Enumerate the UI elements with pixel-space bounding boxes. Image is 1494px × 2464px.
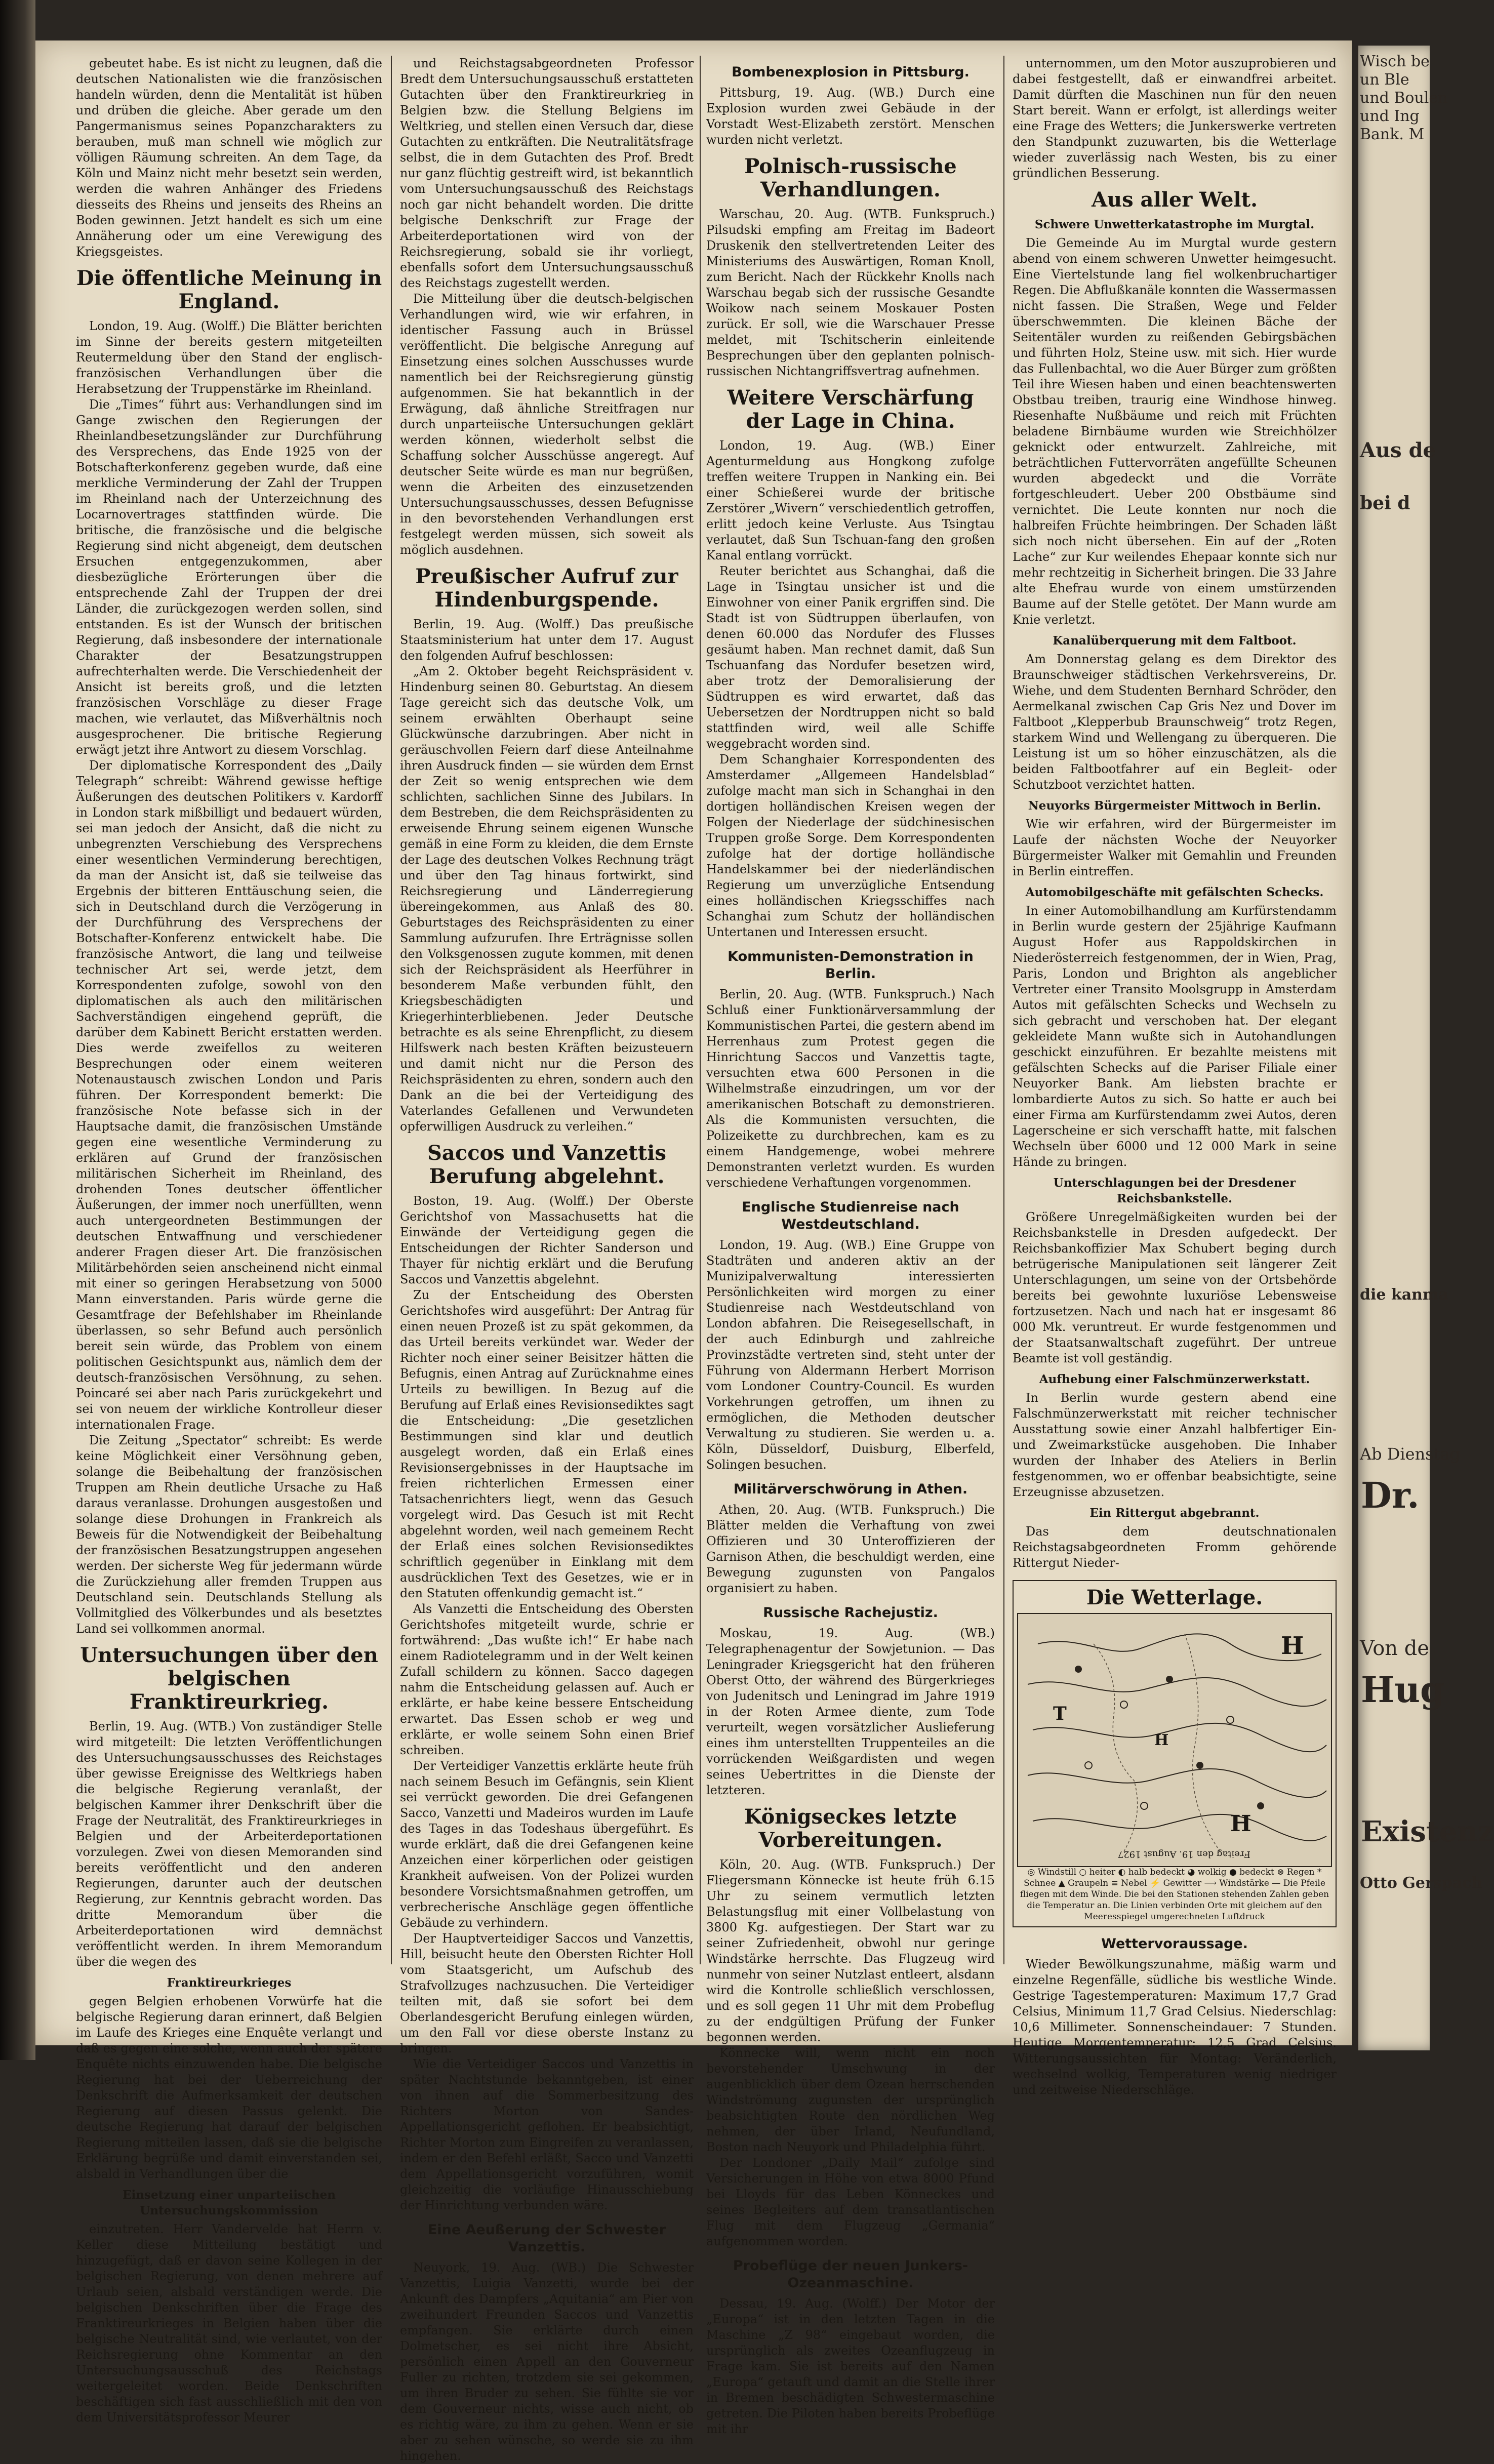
paragraph: Die Zeitung „Spectator“ schreibt: Es werde keine Möglichkeit einer Versöhnung geben, solange die Beibehaltung der französischen Truppen am Rhein deutliche Ursache zu Haß daraus veranlasse. Drohungen ausgestoßen und solange diese Drohungen in Frankreich als Beweis für die Notwendigkeit der Beibehaltung der französischen Besatzungstruppen angesehen werden. Der sicherste Weg für jedermann würde die Zurückziehung aller fremden Truppen aus Deutschland sein. Deutschlands Stellung als Vollmitglied des Völkerbundes und als besetztes Land sei vollkommen anormal. [76,1433,382,1636]
fragment-ad: Hug [1361,1669,1445,1711]
paragraph: Könnecke will, wenn nicht ein noch bevorstehender Umschwung in der augenblicklich über dem Ozean herrschenden Windströmung zugunsten der ursprünglich beabsichtigten Route den nördlichen Weg nehmen, der über Irland, Neufundland, Boston nach Neuyork und Philadelphia führt. [706,2046,995,2154]
headline-communist-demonstration: Kommunisten-Demonstration in Berlin. [728,949,974,982]
fragment-ad: Existenz [1361,1815,1494,1848]
column-3 [706,56,995,2436]
adjacent-page-fragment [1357,46,1494,2050]
paragraph: Wie die Verteidiger Saccos und Vanzettis in später Nachtstunde bekanntgeben, ist einer von ihnen auf die Sommerbesitzung des Richters Morton von Sandes-Appellationsgericht geflohen. Er beabsichtigt, Richter Morton zum Eingreifen zu veranlassen, indem er den Befehl erläßt, Sacco und Vanzetti dem Appellationsgericht vorzuführen, womit gleichzeitig die vorläufige Hinausschiebung der Hinrichtung verbunden wäre. [400,2057,694,2212]
paragraph: In einer Automobilhandlung am Kurfürstendamm in Berlin wurde gestern der 25jährige Kaufmann August Hofer aus Rappoldskirchen in Niederösterreich festgenommen, der in Wien, Prag, Paris, London und Brighton als angeblicher Vertreter einer Transito Moolsgrupp in Amsterdam Autos mit gefälschten Schecks und Wechseln zu sich gebracht und verschoben hat. Der elegant gekleidete Mann wußte sich in Autohandlungen geschickt einzuführen. Er bezahlte meistens mit gefälschten Schecks auf die Pariser Filiale einer Neuyorker Bank. Am liebsten brachte er lombardierte Autos zu sich. So hatte er auch bei einer Firma am Kurfürstendamm zwei Autos, deren Lagerscheine er sich verschafft hatte, mit falschen Wechseln über 6000 und 12 000 Mark in seine Hände zu bringen. [1013,904,1337,1169]
paragraph: Köln, 20. Aug. (WTB. Funkspruch.) Der Fliegersmann Könnecke ist heute früh 6.15 Uhr zu seinem vermutlich letzten Belastungsflug mit einer Vollbelastung von 3800 Kg. aufgestiegen. Der Start war zu seiner Zufriedenheit, obwohl nur geringe Windstärke herrschte. Das Flugzeug wird nunmehr von seiner Nutzlast entleert, alsdann wird die Kontrolle schließlich verschlossen, und es soll gegen 11 Uhr mit dem Probeflug zu der endgültigen Prüfung der Funker begonnen werden. [706,1857,995,2044]
headline-public-opinion-england: Die öffentliche Meinung in England. [76,266,382,313]
paragraph: Reuter berichtet aus Schanghai, daß die Lage in Tsingtau unsicher ist und die Einwohner von einer Panik ergriffen sind. Die Stadt ist von Südtruppen überlaufen, von denen 60.000 das Nordufer des Flusses gesäumt haben. Man rechnet damit, daß Sun Tschuanfang das Nordufer besetzen wird, aber trotz der Demoralisierung der Südtruppen es wird erwartet, daß das Uebersetzen der Nordtruppen nicht so bald stattfinden wird, weil alle Schiffe weggebracht worden sind. [706,564,995,751]
paragraph: Athen, 20. Aug. (WTB. Funkspruch.) Die Blätter melden die Verhaftung von zwei Offizieren und 30 Unteroffizieren der Garnison Athen, die beschuldigt werden, eine Bewegung zugunsten von Pangalos organisiert zu haben. [706,1503,995,1595]
paragraph: London, 19. Aug. (WB.) Einer Agenturmeldung aus Hongkong zufolge treffen weitere Truppen in Nanking ein. Bei einer Schießerei wurde der britische Zerstörer „Wivern“ verschiedentlich getroffen, erlitt jedoch keine Verluste. Aus Tsingtau verlautet, daß Sun Tschuan-fang den großen Kanal entlang vorrückt. [706,438,995,562]
headline-vanzetti-sister: Eine Aeußerung der Schwester Vanzettis. [427,2222,666,2255]
fragment-ad: Dr. [1361,1474,1420,1516]
book-binding [0,0,35,2060]
paragraph: Wieder Bewölkungszunahme, mäßig warm und einzelne Regenfälle, südliche bis westliche Winde. Gestrige Tagestemperaturen: Maximum 17,7 Grad Celsius, Minimum 11,7 Grad Celsius. Niederschlag: 10,6 Millimeter. Sonnenscheindauer: 7 Stunden. Heutige Morgentemperatur: 12,5 Grad Celsius. Witterungsaussichten für Montag: Veränderlich, wechselnd wolkig, Temperaturen wenig niedriger und zeitweise Niederschläge. [1013,1957,1337,2097]
headline-polish-russian-talks: Polnisch-russische Verhandlungen. [744,154,957,201]
paragraph: Der Londoner „Daily Mail“ zufolge sind Versicherungen in Höhe von etwa 8000 Pfund bei Lloyds für das Leben Könneckes und seines Begleiters auf dem transatlantischen Flug mit dem Flugzeug „Germania“ aufgenommen worden. [706,2156,995,2248]
fragment-heading: bei d [1360,493,1410,514]
weather-title: Die Wetterlage. [1086,1586,1263,1609]
paragraph: einzutreten. Herr Vandervelde hat Herrn v. Keller diese Mitteilung bestätigt und hinzugefügt, daß er davon seine Kollegen in der belgischen Regierung, von denen mehrere auf Urlaub seien, alsbald verständigen werde. Die belgischen Denkschriften über die Frage des Franktireurkrieges in Belgien haben über die belgische Neutralität sind, wie verlautet, von der Reichsregierung ohne Kommentar an den Untersuchungsausschuß des Reichstags weitergeleitet worden. Beide Denkschriften beschäftigen sich fast ausschließlich mit den von dem Universitätsprofessor Meurer [76,2222,382,2425]
fragment-ad: Otto Gerspach [1360,1874,1483,1892]
subheading: Kanalüberquerung mit dem Faltboot. [1053,634,1297,648]
column-2 [400,56,694,2463]
paragraph: Die „Times“ führt aus: Verhandlungen sind im Gange zwischen den Regierungen der Rheinlandbesetzungsländer zur Durchführung des Versprechens, das Ende 1925 von der Botschafterkonferenz gegeben wurde, daß eine merkliche Verminderung der Zahl der Truppen im Rheinland nach der Unterzeichnung des Locarnovertrages stattfinden würde. Die britische, die französische und die belgische Regierung sind nicht abgeneigt, dem deutschen Ersuchen entgegenzukommen, aber diesbezügliche Erörterungen über die entsprechende Zahl der Truppen der drei Länder, die zurückgezogen werden sollen, sind entstanden. Es ist der Wunsch der britischen Regierung, daß insbesondere der internationale Charakter der Besatzungstruppen aufrechterhalten werde. Die Verschiedenheit der Ansicht ist bereits groß, und die letzten französischen Vorschläge zu dieser Frage machen, wie verlautet, das Mißverhältnis noch ausgesprochener. Die britische Regierung erwägt jetzt ihre Antwort zu diesem Vorschlag. [76,397,382,757]
paragraph: Der diplomatische Korrespondent des „Daily Telegraph“ schreibt: Während gewisse heftige Äußerungen des deutschen Politikers v. Kardorff in London stark mißbilligt und bedauert würden, sei man jedoch der Ansicht, daß die nicht zu unbegrenzten Verschiebung des Versprechens einer wesentlichen Verminderung berechtigen, da man der Ansicht ist, daß sie teilweise das Ergebnis der bitteren Enttäuschung seien, die sich in Deutschland durch die Verzögerung in der Durchführung des Versprechens der Botschafter-Konferenz entwickelt habe. Die französische Antwort, die lang und teilweise technischer Art sei, werde jetzt, dem Korrespondenten zufolge, sowohl von den diplomatischen als auch den militärischen Sachverständigen eingehend geprüft, die darüber dem Kabinett Bericht erstatten werden. Dies werde zweifellos zu weiteren Besprechungen oder einem weiteren Notenaustausch zwischen London und Paris führen. Der Korrespondent bemerkt: Die französische Note befasse sich in der Hauptsache damit, die französischen Umstände gegen eine wesentliche Verminderung zu erklären auf Grund der französischen militärischen Sicherheit im Rheinland, des drohenden Tones deutscher öffentlicher Äußerungen, der immer noch unerfüllten, wenn auch untergeordneten Bestimmungen der deutschen Entwaffnung und verschiedener anderer Fragen dieser Art. Die französischen Militärbehörden seien anscheinend nicht einmal mit einer so geringen Herabsetzung von 5000 Mann einverstanden. Paris würde gerne die Gesamtfrage der Befehlshaber im Rheinlande überlassen, so sehr Befund auch persönlich bereit sein würde, das Problem von einem politischen Gesichtspunkt aus, nämlich dem der deutsch-französischen Versöhnung, zu sehen. Poincaré sei aber nach Paris zurückgekehrt und sei von neuem der wirkliche Kontrolleur dieser internationalen Frage. [76,758,382,1432]
paragraph: Der Hauptverteidiger Saccos und Vanzettis, Hill, beisucht heute den Obersten Richter Holl vom Staatsgericht, um Aufschub des Strafvollzuges nachzusuchen. Die Verteidiger teilten mit, daß sie sofort bei dem Oberlandesgericht Berufung einlegen würden, um den Fall vor diese oberste Instanz zu bringen. [400,1931,694,2055]
paragraph: Der Verteidiger Vanzettis erklärte heute früh nach seinem Besuch im Gefängnis, sein Klient sei verrückt geworden. Die drei Gefangenen Sacco, Vanzetti und Madeiros wurden im Laufe des Tages in das Todeshaus übergeführt. Es wurde erklärt, daß die drei Gefangenen keine Anzeichen einer körperlichen oder geistigen Krankheit aufweisen. Von der Polizei wurden besondere Vorsichtsmaßnahmen getroffen, um verbrecherische Anschläge gegen öffentliche Gebäude zu verhindern. [400,1759,694,1930]
headline-athens-conspiracy: Militärverschwörung in Athen. [733,1481,968,1497]
subheading: Neuyorks Bürgermeister Mittwoch in Berlin. [1028,799,1321,813]
paragraph: Berlin, 20. Aug. (WTB. Funkspruch.) Nach Schluß einer Funktionärversammlung der Kommunistischen Partei, die gestern abend im Herrenhaus zum Protest gegen die Hinrichtung Saccos und Vanzettis tagte, versuchten etwa 600 Personen in die Wilhelmstraße einzudringen, um vor der amerikanischen Botschaft zu demonstrieren. Als die Kommunisten versuchten, die Polizeikette zu durchbrechen, kam es zu einem Handgemenge, wobei mehrere Demonstranten verletzt wurden. Es wurden verschiedene Verhaftungen vorgenommen. [706,987,995,1190]
subheading: Einsetzung einer unparteiischen Untersuchungskommission [123,2188,336,2217]
headline-pittsburg-explosion: Bombenexplosion in Pittsburg. [732,64,970,80]
weather-caption: Freitag den 19. August 1927 [1117,1849,1250,1860]
subheading: Automobilgeschäfte mit gefälschten Schecks. [1025,885,1324,899]
svg-text:H: H [1154,1731,1169,1749]
headline-china-situation: Weitere Verschärfung der Lage in China. [727,386,974,433]
paragraph: Die Mitteilung über die deutsch-belgischen Verhandlungen wird, wie wir erfahren, in identischer Fassung auch in Brüssel veröffentlicht. Die belgische Anregung auf Einsetzung eines solchen Ausschusses wurde namentlich bei der Reichsregierung günstig aufgenommen. Sie hat bekanntlich in der Erwägung, daß ähnliche Streitfragen nur durch unparteiische Untersuchungen geklärt werden können, wiederholt selbst die Schaffung solcher Ausschüsse angeregt. Auf deutscher Seite würde es man nur begrüßen, wenn die Arbeiten des einzusetzenden Untersuchungsausschusses, dessen Befugnisse in den bevorstehenden Verhandlungen erst festgelegt werden müssen, sich soweit als möglich ausdehnen. [400,292,694,557]
column-1 [76,56,382,2425]
headline-english-study-trip: Englische Studienreise nach Westdeutschland. [742,1199,959,1232]
headline-koennecke-preparations: Königseckes letzte Vorbereitungen. [744,1805,957,1852]
fragment-heading: Aus de [1360,438,1436,462]
column-rule [700,56,701,1964]
paragraph: gegen Belgien erhobenen Vorwürfe hat die belgische Regierung daran erinnert, daß Belgien im Laufe des Krieges eine Enquête verlangt und daß es gegen eine solche, wenn auch der spätere Enquête nichts einzuwenden habe. Die belgische Regierung hat bei der Ueberreichung der Denkschrift die Aufmerksamkeit der deutschen Regierung auf diesen Passus gelenkt. Die deutsche Regierung hat darauf der belgischen Regierung mitteilen lassen, daß sie die belgische Erklärung begrüße und damit einverstanden sei, alsbald in Verhandlungen über die [76,1994,382,2181]
headline-hindenburg-appeal: Preußischer Aufruf zur Hindenburgspende. [415,564,678,612]
paragraph: Die Gemeinde Au im Murgtal wurde gestern abend von einem schweren Unwetter heimgesucht. Eine Viertelstunde lang fiel wolkenbruchartiger Regen. Die Abflußkanäle konnten die Wassermassen nicht fassen. Die Straßen, Wege und Felder überschwemmten. Die kleinen Bäche der Seitentäler wurden zu reißenden Gebirgsbächen und führten Holz, Steine usw. mit sich. Hier wurde das Fullenbachtal, wo die Auer Bürger zum größten Teil ihre Wiesen haben und einen beachtenswerten Obstbau treiben, traurig eine Windhose hinweg. Riesenhafte Nußbäume und reich mit Früchten beladene Birnbäume wurden wie Streichhölzer geknickt oder entwurzelt. Zahlreiche, mit beträchtlichen Futtervorräten angefüllte Scheunen wurden abgedeckt und die Vorräte fortgeschleudert. Ueber 200 Obstbäume sind vernichtet. Die Leute konnten nur noch die halbreifen Früchte heimbringen. Der Schaden läßt sich noch nicht übersehen. Ein auf der „Roten Lache“ zur Kur weilendes Ehepaar konnte sich nur mehr rechtzeitig in Sicherheit bringen. Die 33 Jahre alte Ehefrau wurde von einem umstürzenden Baume auf der Stelle getötet. Der Mann wurde am Knie verletzt. [1013,236,1337,627]
headline-aus-aller-welt: Aus aller Welt. [1091,188,1258,212]
subheading: Franktireurkrieges [167,1976,292,1990]
paragraph: Pittsburg, 19. Aug. (WB.) Durch eine Explosion wurden zwei Gebäude in der Vorstadt West-Elizabeth zerstört. Menschen wurden nicht verletzt. [706,86,995,147]
fragment-ad: Ab Dienstag [1360,1444,1461,1464]
headline-russian-justice: Russische Rachejustiz. [763,1605,938,1621]
paragraph: Neuyork, 19. Aug. (WB.) Die Schwester Vanzettis, Luigia Vanzetti, wurde bei der Ankunft des Dampfers „Aquitania“ am Pier von zweihundert Freunden Saccos und Vanzettis empfangen. Sie erklärte durch einen Dolmetscher, es sei nicht ihre Absicht, persönlich einen Appell an den Gouverneur Fuller zu richten, trotzdem sie sei gekommen, um ihren Bruder zu sehen. Sie fühlte sie vor dem Gouverneur nichts, wisse auch nicht, ob es richtig wäre, zu ihm zu gehen. Wenn er sie aber zu sehen wünsche, so werde sie zu ihm hingehen. [400,2260,694,2463]
fragment-ad: Von de [1360,1637,1430,1660]
paragraph: Wie wir erfahren, wird der Bürgermeister im Laufe der nächsten Woche der Neuyorker Bürgermeister Walker mit Gemahlin und Freunden in Berlin eintreffen. [1013,817,1337,878]
paragraph: Moskau, 19. Aug. (WB.) Telegraphenagentur der Sowjetunion. — Das Leningrader Kriegsgericht hat den früheren Oberst Otto, der während des Bürgerkrieges von Judenitsch und Leningrad im Jahre 1919 in der Roten Armee diente, zum Tode verurteilt, wegen vorsätzlicher Auslieferung eines ihm unterstellten Truppenteiles an die vorrückenden Weißgardisten und wegen seines Uebertrittes in die Dienste der letzteren. [706,1626,995,1797]
paragraph: Berlin, 19. Aug. (Wolff.) Das preußische Staatsministerium hat unter dem 17. August den folgenden Aufruf beschlossen: [400,617,694,663]
svg-text:H: H [1230,1811,1251,1837]
article-continuation: und Reichstagsabgeordneten Professor Bredt dem Untersuchungsausschuß erstatteten Gutachten über den Franktireurkrieg in Belgien bzw. die Stellung Belgiens im Weltkrieg, und stellen einen Versuch dar, diese Gutachten zu entkräften. Die Neutralitätsfrage selbst, die in dem Gutachten des Prof. Bredt nur ganz flüchtig gestreift wird, ist bekanntlich vom Untersuchungsausschuß des Reichstags noch gar nicht behandelt worden. Die dritte belgische Denkschrift zur Frage der Arbeiterdeportationen wird von der Reichsregierung, sobald sie ihr vorliegt, ebenfalls sofort dem Untersuchungsausschuß des Reichstags zugestellt werden. [400,56,694,290]
column-rule [1003,56,1004,1964]
fragment-text: Wisch be un Ble und Boulen und Ing Bank. M [1360,53,1448,143]
svg-text:T: T [1053,1703,1067,1724]
fragment-ad: die kanma [1360,1286,1449,1304]
headline-weather-forecast: Wettervoraussage. [1101,1936,1248,1952]
paragraph: Am Donnerstag gelang es dem Direktor des Braunschweiger städtischen Verkehrsvereins, Dr. Wiehe, und dem Studenten Bernhard Schröder, den Aermelkanal zwischen Cap Gris Nez und Dover im Faltboot „Klepperbub Braunschweig“ trotz Regen, starkem Wind und Wellengang zu überqueren. Die Leistung ist um so höher einzuschätzen, als die beiden Faltbootfahrer auf ein Begleit- oder Schutzboot verzichtet hatten. [1013,652,1337,792]
paragraph: Dessau, 19. Aug. (Wolff.) Der Motor der „Europa“ ist in den letzten Tagen in die Maschine „Z 98“ eingebaut worden, die ursprünglich als zweites Ozeanflugzeug in Frage kam. Sie ist bereits auf den Namen „Europa“ getauft und damit an die Stelle ihrer in Bremen beschädigten Schwestermaschine getreten. Die Piloten haben bereits Probeflüge mit ihr [706,2296,995,2436]
headline-junkers-test-flights: Probeflüge der neuen Junkers-Ozeanmaschine. [733,2258,968,2291]
paragraph: Zu der Entscheidung des Obersten Gerichtshofes wird ausgeführt: Der Antrag für einen neuen Prozeß ist zu spät gekommen, da das Urteil bereits verkündet war. Weder der Richter noch einer seiner Beisitzer hätten die Befugnis, einen Antrag auf Zurücknahme eines Urteils zu bewilligen. In Bezug auf die Berufung auf Erlaß eines Revisionsediktes sagt die Entscheidung: „Die gesetzlichen Bestimmungen sind klar und deutlich ausgelegt worden, daß ein Erlaß eines Revisionsergebnisses in der Hauptsache im freien richterlichen Ermessen einer Tatsachenrichters liegt, wenn das Gesuch vorgelegt wird. Das Gesuch ist mit Recht abgelehnt worden, weil nach gemeinem Recht der Erlaß eines solchen Revisionsediktes schriftlich gegenüber in Einklang mit dem ausdrücklichen Text des Gesetzes, wie er in den Statuten offenkundig gemacht ist.“ [400,1288,694,1600]
paragraph: In Berlin wurde gestern abend eine Falschmünzerwerkstatt mit reicher technischer Ausstattung sowie einer Anzahl halbfertiger Ein- und Zweimarkstücke ausgehoben. Die Inhaber wurden der Inhaber des Ateliers in Berlin festgenommen, wo er offenbar beabsichtigte, seine Erzeugnisse abzusetzen. [1013,1391,1337,1499]
paragraph: London, 19. Aug. (WB.) Eine Gruppe von Stadträten und anderen aktiv an der Munizipalverwaltung interessierten Persönlichkeiten wird morgen zu einer Studienreise nach Westdeutschland von London abfahren. Die Reisegesellschaft, in der auch Edinburgh und zahlreiche Provinzstädte vertreten sind, steht unter der Führung von Aldermann Herbert Morrison vom Londoner Country-Council. Es wurden Vorkehrungen getroffen, um ihnen zu ermöglichen, die Methoden deutscher Verwaltung zu studieren. Sie werden u. a. Köln, Düsseldorf, Duisburg, Elberfeld, Solingen besuchen. [706,1238,995,1472]
paragraph: Boston, 19. Aug. (Wolff.) Der Oberste Gerichtshof von Massachusetts hat die Einwände der Verteidigung gegen die Entscheidungen der Richter Sanderson und Thayer für nichtig erklärt und die Berufung Saccos und Vanzettis abgelehnt. [400,1194,694,1286]
paragraph: Warschau, 20. Aug. (WTB. Funkspruch.) Pilsudski empfing am Freitag im Badeort Druskenik den stellvertretenden Leiter des Ministeriums des Auswärtigen, Roman Knoll, zum Bericht. Nach der Rückkehr Knolls nach Warschau begab sich der russische Gesandte Woikow nach seinem Moskauer Posten zurück. Er soll, wie die Warschauer Presse meldet, mit Tschitscherin einleitende Besprechungen über den geplanten polnisch-russischen Nichtangriffsvertrag aufnehmen. [706,207,995,378]
weather-legend: ◎ Windstill ○ heiter ◐ halb bedeckt ◕ wolkig ● bedeckt ⊗ Regen * Schnee ▲ Graupeln ≡ Nebel ⚡ Gewitter ⟶ Windstärke — Die Pfeile fliegen mit dem Winde. Die bei den Stationen stehenden Zahlen geben die Temperatur an. Die Linien verbinden Orte mit gleichem auf den Meeresspiegel umgerechneten Luftdruck [1020,1867,1329,1922]
svg-text:H: H [1281,1632,1304,1660]
subheading: Ein Rittergut abgebrannt. [1089,1506,1260,1520]
article-continuation: unternommen, um den Motor auszuprobieren und dabei festgestellt, daß er einwandfrei arbeitet. Damit dürften die Maschinen nun für den neuen Start bereit. Wann er erfolgt, ist allerdings weiter eine Frage des Wetters; die Junkerswerke vertreten den Standpunkt zuzuwarten, bis die Wetterlage wieder zuverlässig nach Westen, bis zu einer gründlichen Besserung. [1013,56,1337,180]
paragraph: Als Vanzetti die Entscheidung des Obersten Gerichtshofes mitgeteilt wurde, schrie er fortwährend: „Das wußte ich!“ Er habe nach einem Radiotelegramm und in der Welt keinen Zufall schildern zu können. Sacco dagegen nahm die Entscheidung gelassen auf. Auch er erklärte, er habe keine bessere Entscheidung erwartet. Das Essen schob er weg und erklärte, er wolle seinem Sohn einen Brief schreiben. [400,1602,694,1757]
weather-map-box [1013,1580,1337,1927]
column-rule [391,56,392,1964]
column-4 [1013,56,1337,2097]
headline-franktireur-inquiry: Untersuchungen über den belgischen Franktireurkrieg. [80,1643,378,1714]
article-continuation: gebeutet habe. Es ist nicht zu leugnen, daß die deutschen Nationalisten wie die französischen handeln würden, denn die Mentalität ist hüben und drüben die gleiche. Aber gerade um den Pangermanismus seines Popanzcharakters zu berauben, muß man schnell wie möglich zur völligen Räumung schreiten. An dem Tage, da Köln und Mainz nicht mehr besetzt sein werden, werden die wahren Anhänger des Friedens diesseits des Rheins und jenseits des Rheins an Boden gewinnen. Jetzt handelt es sich um eine Annäherung oder um eine Verewigung des Kriegsgeistes. [76,56,382,259]
paragraph: Das dem deutschnationalen Reichstagsabgeordneten Fromm gehörende Rittergut Nieder- [1013,1524,1337,1570]
paragraph: Berlin, 19. Aug. (WTB.) Von zuständiger Stelle wird mitgeteilt: Die letzten Veröffentlichungen des Untersuchungsausschusses des Reichstages über gewisse Ereignisse des Weltkriegs haben die belgische Regierung veranlaßt, der belgischen Kammer ihrer Denkschrift über die Frage der Neutralität, des Franktireurkrieges in Belgien und der Arbeiterdeportationen vorzulegen. Zwei von diesen Memoranden sind bereits veröffentlicht und den anderen Regierungen, darunter auch der deutschen Regierung, zur Kenntnis gebracht worden. Das dritte Memorandum über die Arbeiterdeportationen wird demnächst veröffentlicht werden. In ihrem Memorandum über die wegen des [76,1719,382,1969]
weather-map [1018,1613,1331,1867]
subheading: Aufhebung einer Falschmünzerwerkstatt. [1039,1372,1310,1386]
page-edge [1357,46,1358,2050]
paragraph: Größere Unregelmäßigkeiten wurden bei der Reichsbankstelle in Dresden aufgedeckt. Der Reichsbankoffizier Max Schubert beging durch betrügerische Manipulationen seit längerer Zeit Unterschlagungen, um seine von der Ortsbehörde bereits bei gewohnte luxuriöse Lebensweise fortzusetzen. Nach und nach hat er insgesamt 86 000 Mk. veruntreut. Er wurde festgenommen und der Staatsanwaltschaft zugeführt. Der untreue Beamte ist voll geständig. [1013,1210,1337,1365]
paragraph: London, 19. Aug. (Wolff.) Die Blätter berichten im Sinne der bereits gestern mitgeteilten Reutermeldung über den Stand der englisch-französischen Verhandlungen über die Herabsetzung der Truppenstärke im Rheinland. [76,319,382,396]
headline-sacco-vanzetti: Saccos und Vanzettis Berufung abgelehnt. [427,1141,666,1188]
paragraph: „Am 2. Oktober begeht Reichspräsident v. Hindenburg seinen 80. Geburtstag. An diesem Tage gereicht sich das deutsche Volk, um seinem erwählten Oberhaupt seine Glückwünsche darzubringen. Aber nicht in geräuschvollen Feiern darf diese Anteilnahme ihren Ausdruck finden — sie würden dem Ernst der Zeit so wenig entsprechen wie dem schlichten, sachlichen Sinne des Jubilars. In dem Bestreben, die dem Reichspräsidenten zu erweisende Ehrung seinem eigenen Wunsche gemäß in eine Form zu kleiden, die dem Ernste der Lage des deutschen Volkes Rechnung trägt und über den Tag hinaus fortwirkt, sind Reichsregierung und Länderregierung übereingekommen, aus Anlaß des 80. Geburtstages des Reichspräsidenten zu einer Sammlung aufzurufen. Ihre Erträgnisse sollen den Volksgenossen zugute kommen, mit denen sich der Reichspräsident als Heerführer in besonderem Maße verbunden fühlt, den Kriegsbeschädigten und Kriegerhinterbliebenen. Jeder Deutsche betrachte es als seine Ehrenpflicht, zu diesem Hilfswerk nach besten Kräften beizusteuern und damit nicht nur die Person des Reichspräsidenten zu ehren, sondern auch den Dank an die bei der Verteidigung des Vaterlandes Gefallenen und Verwundeten opferwilligen Ausdruck zu verleihen.“ [400,664,694,1134]
paragraph: Dem Schanghaier Korrespondenten des Amsterdamer „Allgemeen Handelsblad“ zufolge macht man sich in Schanghai in den dortigen holländischen Kreisen wegen der Folgen der Niederlage der südchinesischen Truppen große Sorge. Dem Korrespondenten zufolge hat der dortige holländische Handelskammer bei der niederländischen Regierung um unverzügliche Entsendung eines holländischen Kriegsschiffes nach Schanghai zum Schutz der holländischen Untertanen und Interessen ersucht. [706,752,995,939]
subheading: Schwere Unwetterkatastrophe im Murgtal. [1034,218,1315,231]
subheading: Unterschlagungen bei der Dresdener Reichsbankstelle. [1053,1176,1296,1205]
